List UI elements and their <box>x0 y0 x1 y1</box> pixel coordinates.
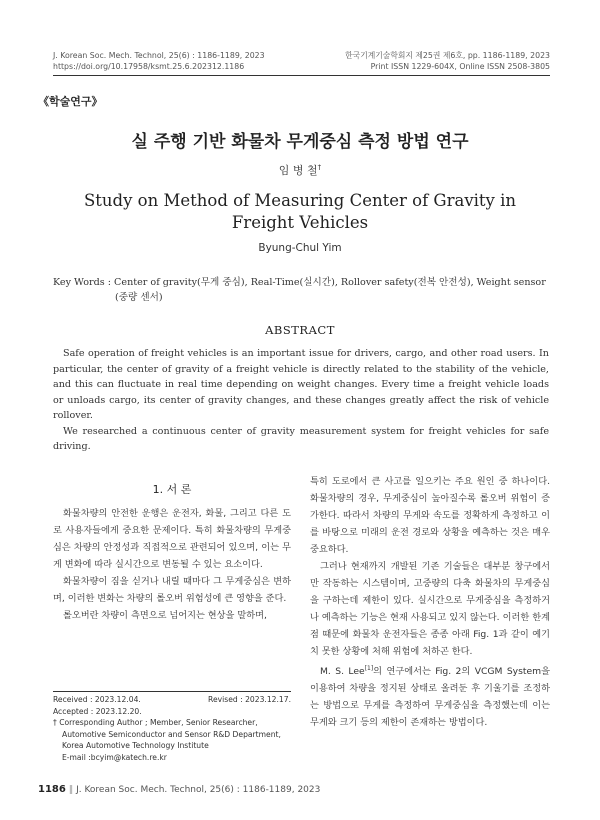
section-heading-introduction: 1. 서 론 <box>152 483 192 496</box>
intro-paragraph-2: 화물차량이 짐을 싣거나 내릴 때마다 그 무게중심은 변하며, 이러한 변화는 차량의 롤오버 위험성에 큰 영향을 준다. <box>53 576 291 604</box>
title-english <box>60 190 540 234</box>
footnote-rule <box>53 691 291 692</box>
title-english-line1: Study on Method of Measuring Center of Gravity in <box>83 191 517 210</box>
corresponding-author-line3: Korea Automotive Technology Institute <box>62 741 209 750</box>
abstract-paragraph-1: Safe operation of freight vehicles is an important issue for drivers, cargo, and other road users. In particular, the center of gravity of a freight vehicle is directly related to the stability of the vehicle, and this can fluctuate in real time depending on weight changes. Every time a freight vehicle loads or unloads cargo, its center of gravity changes, and these changes greatly affect the risk of vehicle rollover. <box>53 348 549 421</box>
corresponding-author-line2: Automotive Semiconductor and Sensor R&D Department, <box>62 729 281 739</box>
author-korean <box>0 162 600 178</box>
journal-citation <box>53 50 265 72</box>
right-paragraph-2: 그러나 현재까지 개발된 기존 기술들은 대부분 창구에서만 작동하는 시스템이며, 고중량의 다축 화물차의 무게중심을 구하는데 제한이 있다. 실시간으로 무게중심을 측정하거나 예측하는 기능은 현재 사용되고 있지 않는다. 이러한 한계점 때문에 화물차 운전자들은 종종 아래 Fig. 1과 같이 예기치 못한 상황에 처해 위험에 처하곤 한다. <box>310 561 550 657</box>
footer-citation: J. Korean Soc. Mech. Technol, 25(6) : 1186-1189, 2023 <box>76 785 321 795</box>
title-english-line2: Freight Vehicles <box>231 213 369 232</box>
corresponding-mark: † <box>317 162 322 172</box>
right-paragraph-3 <box>310 660 550 731</box>
author-korean-name: 임 병 철 <box>278 164 318 177</box>
title-korean: 실 주행 기반 화물차 무게중심 측정 방법 연구 <box>131 132 469 152</box>
footnote <box>53 694 291 763</box>
keywords-line2: (중량 센서) <box>115 292 163 303</box>
revised-date: Revised : 2023.12.17. <box>208 695 291 704</box>
right-paragraph-3-text: 의 연구에서는 Fig. 2의 VCGM System을 이용하여 차량을 정지된 상태로 올려둔 후 기울기를 조정하는 방법으로 무게를 측정하여 무게중심을 측정했는데 이는 무게와 크기 등의 제한이 존재하는 방법이다. <box>310 666 550 729</box>
journal-issn <box>345 50 550 72</box>
header-doi-line[interactable]: https://doi.org/10.17958/ksmt.25.6.202312.1186 <box>53 62 245 71</box>
left-column-body <box>53 505 291 624</box>
header-issn-line: Print ISSN 1229-604X, Online ISSN 2508-3805 <box>370 62 550 71</box>
corresponding-author-line1: † Corresponding Author ; Member, Senior Researcher, <box>53 718 258 727</box>
abstract-body <box>53 346 549 455</box>
keywords <box>53 275 553 305</box>
page-number: 1186 <box>38 784 66 795</box>
cited-author: M. S. Lee <box>320 666 365 678</box>
reference-marker[interactable]: [1] <box>364 665 374 672</box>
abstract-paragraph-2: We researched a continuous center of gravity measurement system for freight vehicles for safe driving. <box>53 425 549 452</box>
right-column-body <box>310 473 550 731</box>
intro-paragraph-3: 롤오버란 차량이 측면으로 넘어지는 현상을 말하며, <box>63 610 267 621</box>
page-footer: 1186 ‖ J. Korean Soc. Mech. Technol, 25(6) : 1186-1189, 2023 <box>38 784 321 795</box>
header-korean-citation: 한국기계기술학회지 제25권 제6호, pp. 1186-1189, 2023 <box>345 51 550 60</box>
author-english: Byung-Chul Yim <box>258 242 342 254</box>
author-email[interactable]: E-mail :bcyim@katech.re.kr <box>62 752 167 762</box>
abstract-heading: ABSTRACT <box>265 323 335 337</box>
keywords-label: Key Words : <box>53 277 111 288</box>
header-rule <box>53 75 550 76</box>
accepted-date: Accepted : 2023.12.20. <box>53 706 142 716</box>
right-paragraph-1: 특히 도로에서 큰 사고를 일으키는 주요 원인 중 하나이다. 화물차량의 경우, 무게중심이 높아질수록 롤오버 위험이 증가한다. 따라서 차량의 무게와 속도를 정확하게 측정하고 이를 바탕으로 미래의 운전 경로와 상황을 예측하는 것은 매우 중요하다. <box>310 476 550 555</box>
header-citation-line: J. Korean Soc. Mech. Technol, 25(6) : 1186-1189, 2023 <box>53 51 265 60</box>
received-date: Received : 2023.12.04. <box>53 695 141 704</box>
article-category: 《학술연구》 <box>38 95 103 108</box>
keywords-line1: Center of gravity(무게 중심), Real-Time(실시간), Rollover safety(전복 안전성), Weight sensor <box>114 277 546 288</box>
intro-paragraph-1: 화물차량의 안전한 운행은 운전자, 화물, 그리고 다른 도로 사용자들에게 중요한 문제이다. 특히 화물차량의 무게중심은 차량의 안정성과 직접적으로 관련되어 있으며, 이는 무게 변화에 따라 실시간으로 변동될 수 있는 요소이다. <box>53 508 291 570</box>
